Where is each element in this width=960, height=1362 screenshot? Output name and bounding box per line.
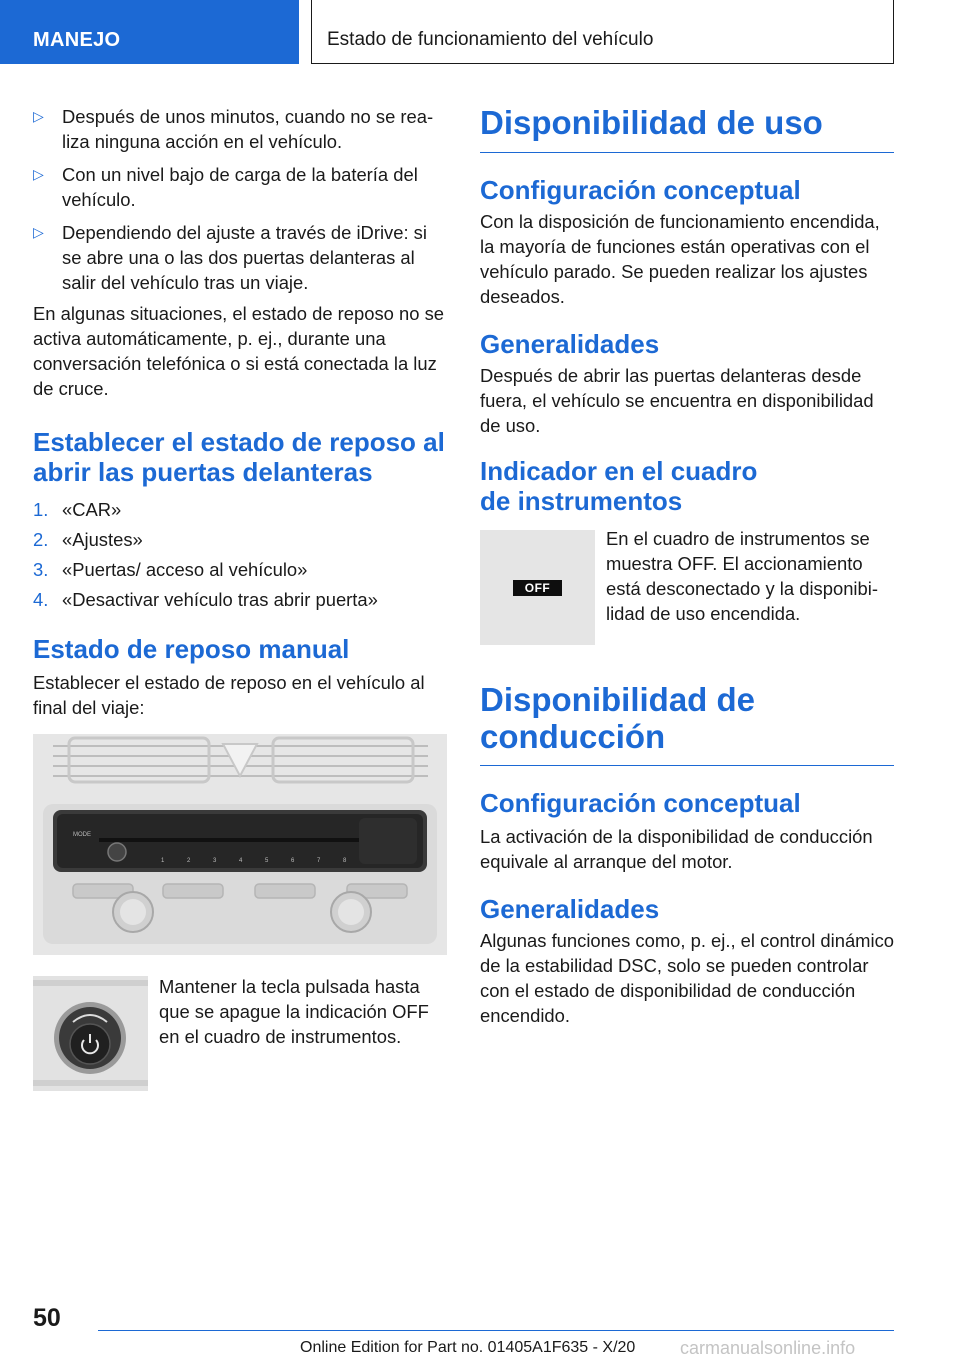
list-item: ▷ Con un nivel bajo de carga de la batería del vehículo. — [33, 164, 418, 210]
edition-text: Online Edition for Part no. 01405A1F635 - X/20 — [300, 1339, 636, 1356]
condition-list — [33, 104, 447, 295]
preset-label: 4 — [239, 858, 243, 864]
heading-concept-2: Configuración conceptual — [480, 788, 801, 818]
paragraph: Algunas funciones como, p. ej., el control dinámico de la estabilidad DSC, solo se pueden controlar con el estado de disponibilidad de conducción encendido. — [480, 930, 895, 1026]
hold-button-block — [33, 976, 447, 1091]
paragraph: Establecer el estado de reposo en el vehículo al final del viaje: — [33, 672, 425, 718]
section-title: MANEJO — [33, 29, 121, 51]
hold-instruction: Mantener la tecla pulsada hasta que se apague la indicación OFF en el cuadro de instrumentos. — [159, 976, 429, 1047]
footer-divider — [98, 1330, 894, 1331]
power-knob-illustration — [33, 976, 148, 1091]
page-number: 50 — [33, 1304, 61, 1332]
list-item: 4. «Desactivar vehículo tras abrir puerta» — [33, 589, 378, 610]
preset-label: 1 — [161, 858, 165, 864]
power-button-photo — [33, 976, 148, 1091]
off-display-image — [480, 530, 595, 645]
indicator-text: En el cuadro de instrumentos se muestra OFF. El accionamiento está desconectado y la disponibilidad de uso encendida. — [606, 528, 878, 624]
steps-list — [33, 497, 447, 612]
list-item: ▷ Después de unos minutos, cuando no se realiza ninguna acción en el vehículo. — [33, 106, 434, 152]
off-badge: OFF — [513, 580, 562, 596]
triangle-bullet-icon: ▷ — [33, 224, 44, 240]
list-item: 1. «CAR» — [33, 499, 122, 520]
heading-concept-1: Configuración conceptual — [480, 175, 801, 205]
preset-label: 8 — [343, 858, 347, 864]
preset-label: 6 — [291, 858, 295, 864]
chapter-title: Estado de funcionamiento del vehículo — [327, 29, 654, 50]
mode-label: MODE — [73, 832, 91, 838]
left-column — [33, 100, 447, 1091]
heading-availability-driving: Disponibilidad de conducción — [480, 681, 894, 766]
right-column — [480, 104, 894, 1028]
list-item: 3. «Puertas/ acceso al vehículo» — [33, 559, 308, 580]
triangle-bullet-icon: ▷ — [33, 108, 44, 124]
heading-doors: Establecer el estado de reposo al abrir las puertas delanteras — [33, 427, 445, 487]
list-item: 2. «Ajustes» — [33, 529, 143, 550]
triangle-bullet-icon: ▷ — [33, 166, 44, 182]
heading-availability-use: Disponibilidad de uso — [480, 104, 894, 153]
preset-label: 5 — [265, 858, 269, 864]
chapter-tab — [311, 0, 894, 64]
section-tab — [0, 0, 299, 64]
list-item: ▷ Dependiendo del ajuste a través de iDrive: si se abre una o las dos puertas delanteras al salir del vehículo tras un viaje. — [33, 222, 427, 293]
center-console-photo — [33, 734, 447, 955]
paragraph: En algunas situaciones, el estado de reposo no se activa automáticamente, p. ej., durante una conversación telefónica o si está conectada la luz de cruce. — [33, 303, 445, 399]
center-console-illustration — [33, 734, 447, 955]
preset-label: 2 — [187, 858, 191, 864]
watermark: carmanualsonline.info — [680, 1338, 856, 1358]
heading-general-2: Generalidades — [480, 894, 660, 924]
paragraph: Con la disposición de funcionamiento encendida, la mayoría de funciones están operativas con el vehículo parado. Se pueden realizar los ajustes deseados. — [480, 211, 880, 307]
preset-label: 3 — [213, 858, 217, 864]
paragraph: La activación de la disponibilidad de conducción equivale al arranque del motor. — [480, 826, 873, 872]
heading-indicator: Indicador en el cuadro de instrumentos — [480, 456, 758, 516]
preset-label: 7 — [317, 858, 321, 864]
heading-general-1: Generalidades — [480, 329, 660, 359]
paragraph: Después de abrir las puertas delanteras desde fuera, el vehículo se encuentra en disponibilidad de uso. — [480, 365, 874, 436]
heading-manual: Estado de reposo manual — [33, 634, 350, 664]
indicator-block — [480, 530, 894, 645]
